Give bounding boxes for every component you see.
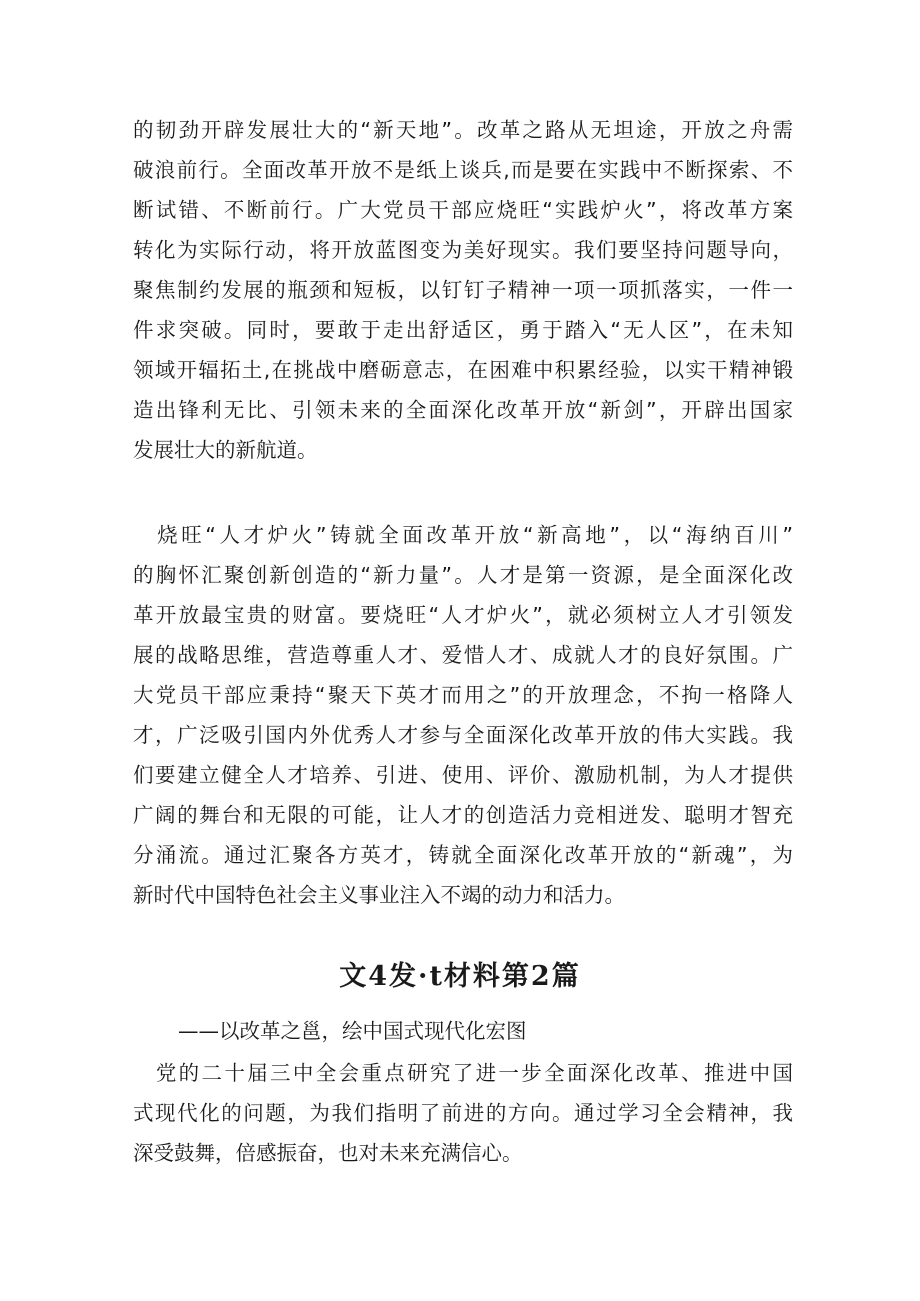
text-line: 转化为实际行动，将开放蓝图变为美好现实。我们要坚持问题导向， [133, 238, 793, 262]
text-line: 领域开辐拓土,在挑战中磨砺意志，在困难中积累经验，以实干精神锻 [133, 358, 793, 382]
text-line: 聚焦制约发展的瓶颈和短板，以钉钉子精神一项一项抓落实，一件一 [133, 278, 793, 302]
text-line: 烧旺“人才炉火”铸就全面改革开放“新高地”，以“海纳百川” [133, 523, 793, 547]
text-line: 件求突破。同时，要敢于走出舒适区，勇于踏入“无人区”，在未知 [133, 318, 793, 342]
text-line: 造出锋利无比、引领未来的全面深化改革开放“新剑”，开辟出国家 [133, 398, 793, 422]
text-line: 的韧劲开辟发展壮大的“新天地”。改革之路从无坦途，开放之舟需 [133, 118, 793, 142]
text-line: 新时代中国特色社会主义事业注入不竭的动力和活力。 [133, 883, 625, 907]
text-line: 破浪前行。全面改革开放不是纸上谈兵,而是要在实践中不断探索、不 [133, 158, 793, 182]
text-line: 革开放最宝贵的财富。要烧旺“人才炉火”，就必须树立人才引领发 [133, 603, 793, 627]
text-line: 们要建立健全人才培养、引进、使用、评价、激励机制，为人才提供 [133, 763, 793, 787]
text-line: 才，广泛吸引国内外优秀人才参与全面深化改革开放的伟大实践。我 [133, 723, 793, 747]
section-heading: 文4发·t材料第2篇 [339, 961, 581, 992]
paragraph-practice-fire [133, 110, 793, 470]
text-line: 展的战略思维，营造尊重人才、爱惜人才、成就人才的良好氛围。广 [133, 643, 793, 667]
text-line: 的胸怀汇聚创新创造的“新力量”。人才是第一资源，是全面深化改 [133, 563, 793, 587]
text-line: 式现代化的问题，为我们指明了前进的方向。通过学习全会精神，我 [133, 1101, 793, 1125]
text-line: 分涌流。通过汇聚各方英才，铸就全面深化改革开放的“新魂”，为 [133, 843, 793, 867]
section-subtitle: ——以改革之邕，绘中国式现代化宏图 [178, 1019, 527, 1043]
text-line: 党的二十届三中全会重点研究了进一步全面深化改革、推进中国 [133, 1061, 793, 1085]
text-line: 深受鼓舞，倍感振奋，也对未来充满信心。 [133, 1141, 523, 1165]
text-line: 大党员干部应秉持“聚天下英才而用之”的开放理念，不拘一格降人 [133, 683, 793, 707]
paragraph-plenary-session [133, 1053, 793, 1173]
text-line: 广阔的舞台和无限的可能，让人才的创造活力竞相迸发、聪明才智充 [133, 803, 793, 827]
text-line: 断试错、不断前行。广大党员干部应烧旺“实践炉火”，将改革方案 [133, 198, 793, 222]
paragraph-talent-fire [133, 515, 793, 915]
text-line: 发展壮大的新航道。 [133, 438, 318, 462]
